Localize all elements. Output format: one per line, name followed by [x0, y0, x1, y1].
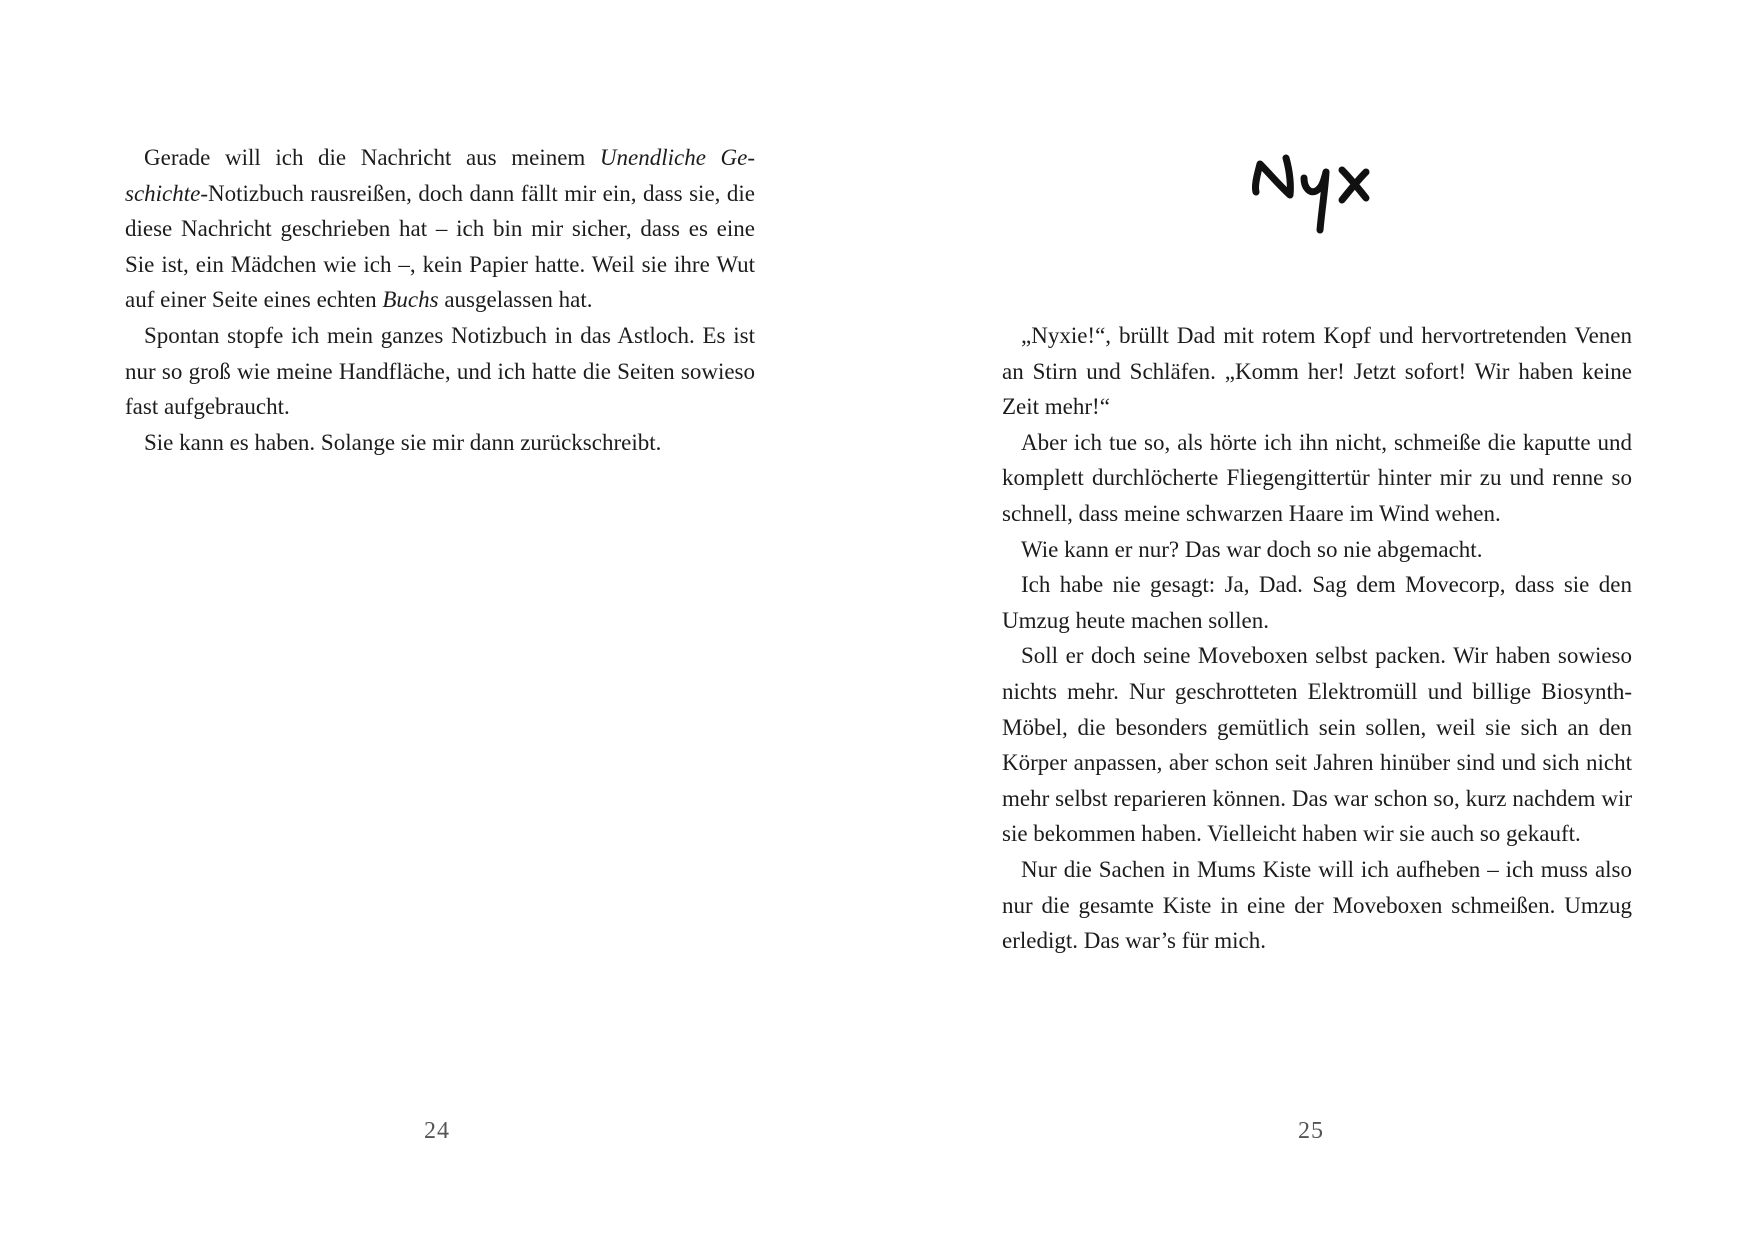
paragraph: Spontan stopfe ich mein ganzes Notizbuch in das Astloch. Es ist nur so groß wie meine Handfläche, und ich hatte die Seiten sowieso fast aufgebraucht.: [125, 322, 755, 420]
paragraph: Wie kann er nur? Das war doch so nie abgemacht.: [1021, 536, 1483, 562]
page-number: 24: [424, 1118, 450, 1144]
paragraph: Gerade will ich die Nachricht aus meinem Unendliche Geschichte-Notizbuch rausreißen, doch dann fällt mir ein, dass sie, die diese Nachricht geschrieben hat – ich bin mir sicher, dass es eine Sie ist, ein Mädchen wie ich –, kein Papier hatte. Weil sie ihre Wut auf einer Seite eines echten Buchs ausgelassen hat.: [125, 145, 755, 313]
paragraph: Aber ich tue so, als hörte ich ihn nicht, schmeiße die kaputte und komplett durchlöcherte Fliegengittertür hinter mir zu und renne so schnell, dass meine schwarzen Haare im Wind wehen.: [1002, 429, 1632, 526]
paragraph: „Nyxie!“, brüllt Dad mit rotem Kopf und hervortretenden Venen an Stirn und Schläfen. „Komm her! Jetzt sofort! Wir haben keine Zeit mehr!“: [1002, 323, 1632, 420]
paragraph: Sie kann es haben. Solange sie mir dann zurückschreibt.: [144, 429, 662, 455]
right-page-body: [1002, 318, 1632, 959]
page-number: 25: [1298, 1118, 1324, 1144]
paragraph: Ich habe nie gesagt: Ja, Dad. Sag dem Movecorp, dass sie den Umzug heute machen sollen.: [1002, 572, 1632, 633]
left-page-body: [125, 140, 755, 460]
paragraph: Nur die Sachen in Mums Kiste will ich aufheben – ich muss also nur die gesamte Kiste in eine der Moveboxen schmeißen. Umzug erledigt. Das war’s für mich.: [1002, 856, 1632, 954]
right-page: [874, 0, 1748, 1240]
chapter-title-handwriting: [1246, 150, 1376, 240]
paragraph: Soll er doch seine Moveboxen selbst packen. Wir haben sowieso nichts mehr. Nur geschrotteten Elektromüll und billige Biosynth-Möbel, die besonders gemütlich sein sollen, weil sie sich an den Körper anpassen, aber schon seit Jahren hinüber sind und sich nicht mehr selbst reparieren können. Das war schon so, kurz nachdem wir sie bekommen haben. Vielleicht haben wir sie auch so gekauft.: [1002, 643, 1632, 847]
chapter-title: [874, 150, 1748, 245]
